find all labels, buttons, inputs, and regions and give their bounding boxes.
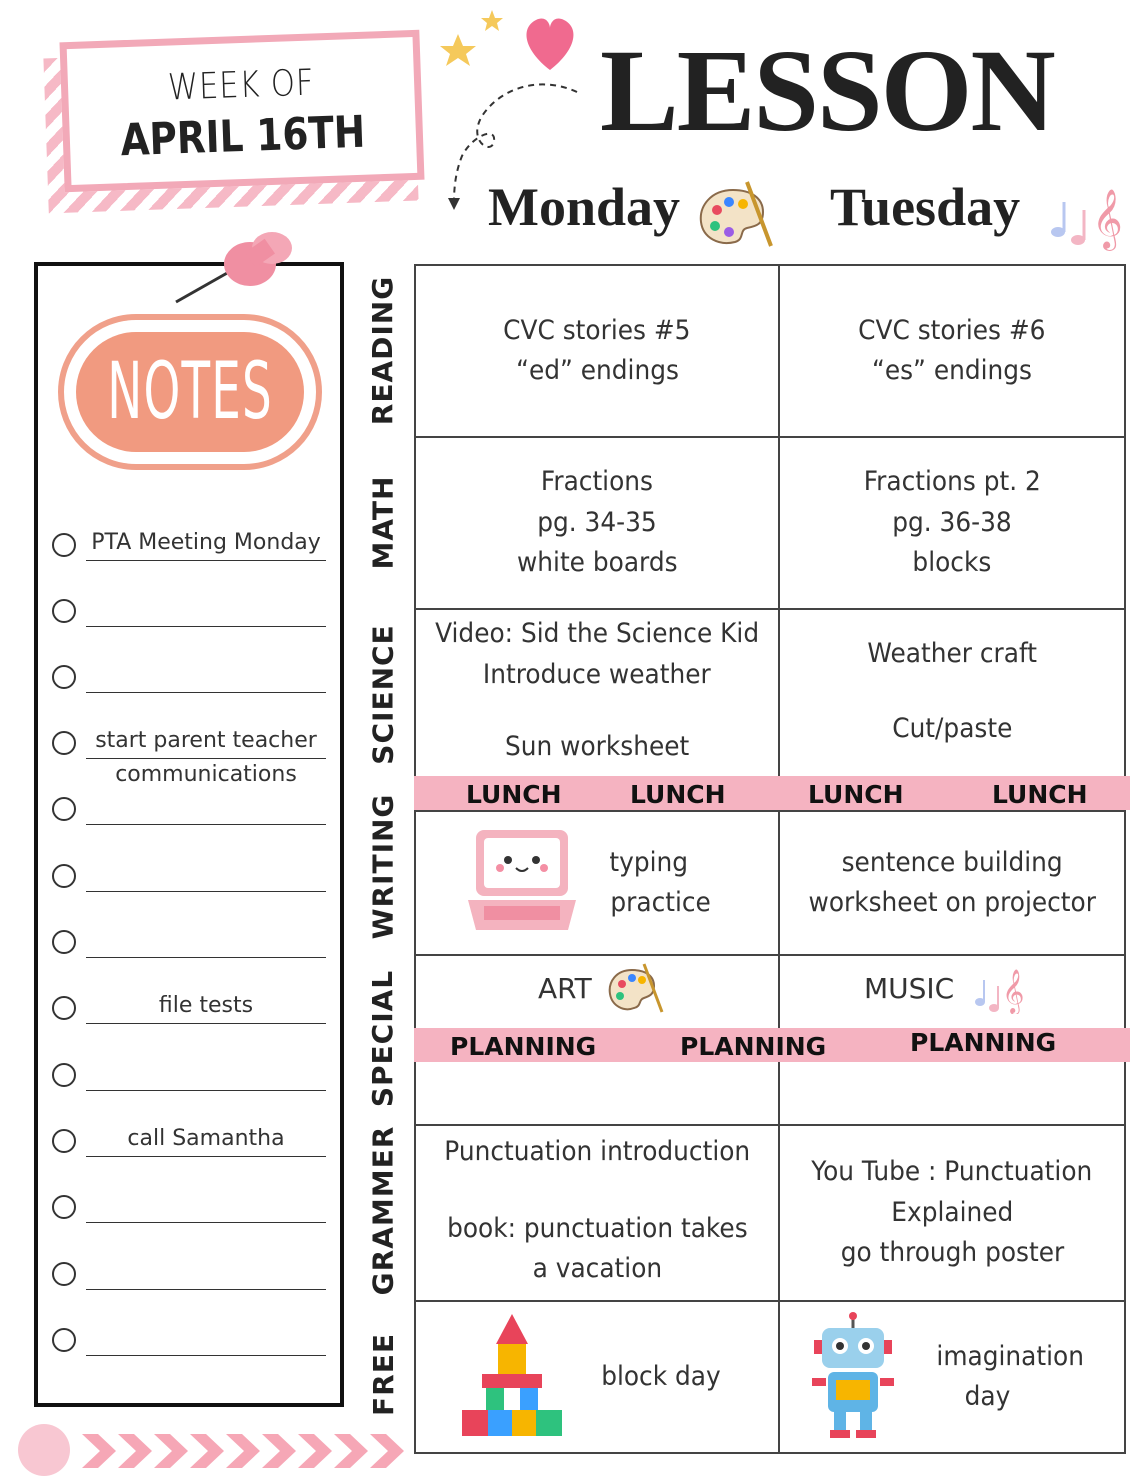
chevron-right-icon <box>334 1434 368 1468</box>
planning-label: PLANNING <box>910 1028 1057 1057</box>
note-checkbox[interactable] <box>52 1195 76 1219</box>
note-checkbox[interactable] <box>52 1262 76 1286</box>
note-line <box>86 626 326 627</box>
banner-box <box>59 30 424 192</box>
note-line <box>86 1156 326 1157</box>
arrow-head-icon <box>448 198 460 210</box>
planning-label: PLANNING <box>450 1032 597 1061</box>
note-checkbox[interactable] <box>52 797 76 821</box>
notes-label: NOTES <box>107 347 273 437</box>
chevron-right-icon <box>262 1434 296 1468</box>
note-text: communications <box>115 762 297 787</box>
heart-icon <box>527 19 574 70</box>
note-line <box>86 1023 326 1024</box>
chevron-right-icon <box>298 1434 332 1468</box>
lunch-label: LUNCH <box>992 780 1088 809</box>
subject-math: MATH <box>366 475 400 569</box>
note-line <box>86 1355 326 1356</box>
subject-special: SPECIAL <box>366 969 400 1107</box>
planning-label: PLANNING <box>680 1032 827 1061</box>
week-banner <box>40 26 430 206</box>
cell-writing-tuesday: sentence building worksheet on projector <box>778 810 1126 956</box>
planning-band <box>414 1028 1130 1062</box>
cell-writing-monday: typing practice <box>414 810 780 956</box>
cell-free-monday: block day <box>414 1300 780 1454</box>
note-text: start parent teacher <box>95 728 317 753</box>
special-art: ART <box>538 972 592 1005</box>
subject-grammer: GRAMMER <box>366 1125 400 1295</box>
note-text: call Samantha <box>127 1126 285 1151</box>
day-monday: Monday <box>488 177 681 237</box>
chevron-right-icon <box>226 1434 260 1468</box>
subject-writing: WRITING <box>366 793 400 939</box>
note-text: PTA Meeting Monday <box>91 530 321 555</box>
note-line <box>86 957 326 958</box>
chevron-right-icon <box>82 1434 116 1468</box>
cell-math-monday: Fractions pg. 34-35 white boards <box>414 436 780 610</box>
svg-text:𝄞: 𝄞 <box>1002 969 1025 1013</box>
pushpin-icon <box>172 218 302 310</box>
svg-text:𝄞: 𝄞 <box>1092 189 1123 249</box>
page-title: LESSON <box>600 25 1054 156</box>
note-checkbox[interactable] <box>52 1328 76 1352</box>
note-line <box>86 824 326 825</box>
note-checkbox[interactable] <box>52 864 76 888</box>
subject-reading: READING <box>366 275 400 425</box>
note-line <box>86 1222 326 1223</box>
laptop-icon <box>466 826 578 938</box>
note-checkbox[interactable] <box>52 533 76 557</box>
brand-logo-icon <box>8 1420 78 1478</box>
chevron-right-icon <box>190 1434 224 1468</box>
special-music: MUSIC <box>864 972 955 1005</box>
note-line <box>86 1090 326 1091</box>
star-icon <box>440 34 476 66</box>
subject-science: SCIENCE <box>366 623 400 765</box>
note-line <box>86 1289 326 1290</box>
notes-badge <box>58 314 322 470</box>
cell-reading-tuesday: CVC stories #6 “es” endings <box>778 264 1126 438</box>
music-notes-icon <box>1044 180 1124 252</box>
note-line <box>86 758 326 759</box>
blocks-icon <box>460 1312 564 1440</box>
lunch-label: LUNCH <box>808 780 904 809</box>
note-line <box>86 891 326 892</box>
chevron-right-icon <box>370 1434 404 1468</box>
chevron-right-icon <box>154 1434 188 1468</box>
note-checkbox[interactable] <box>52 665 76 689</box>
notes-badge-fill <box>76 332 304 452</box>
robot-icon <box>808 1312 898 1442</box>
chevron-right-icon <box>118 1434 152 1468</box>
cell-reading-monday: CVC stories #5 “ed” endings <box>414 264 780 438</box>
note-checkbox[interactable] <box>52 996 76 1020</box>
star-icon <box>481 10 503 31</box>
cell-science-monday: Video: Sid the Science Kid Introduce weather Sun worksheet <box>414 608 780 784</box>
cell-free-tuesday: imagination day <box>778 1300 1126 1454</box>
music-notes-icon <box>970 964 1026 1014</box>
note-line <box>86 560 326 561</box>
cell-grammer-tuesday: You Tube : Punctuation Explained go through poster <box>778 1124 1126 1302</box>
lunch-label: LUNCH <box>630 780 726 809</box>
cell-math-tuesday: Fractions pt. 2 pg. 36-38 blocks <box>778 436 1126 610</box>
note-line <box>86 692 326 693</box>
note-checkbox[interactable] <box>52 930 76 954</box>
lunch-label: LUNCH <box>466 780 562 809</box>
palette-icon <box>695 176 775 252</box>
note-checkbox[interactable] <box>52 1063 76 1087</box>
note-text: file tests <box>158 993 254 1018</box>
note-checkbox[interactable] <box>52 731 76 755</box>
subject-free: FREE <box>366 1332 400 1416</box>
note-checkbox[interactable] <box>52 1129 76 1153</box>
note-checkbox[interactable] <box>52 599 76 623</box>
day-tuesday: Tuesday <box>830 177 1021 237</box>
week-of-label: WEEK OF <box>167 62 315 109</box>
palette-icon <box>606 962 664 1014</box>
lunch-band <box>414 776 1130 810</box>
week-date: APRIL 16TH <box>119 106 367 167</box>
cell-grammer-monday: Punctuation introduction book: punctuation takes a vacation <box>414 1124 780 1302</box>
cell-science-tuesday: Weather craft Cut/paste <box>778 608 1126 784</box>
